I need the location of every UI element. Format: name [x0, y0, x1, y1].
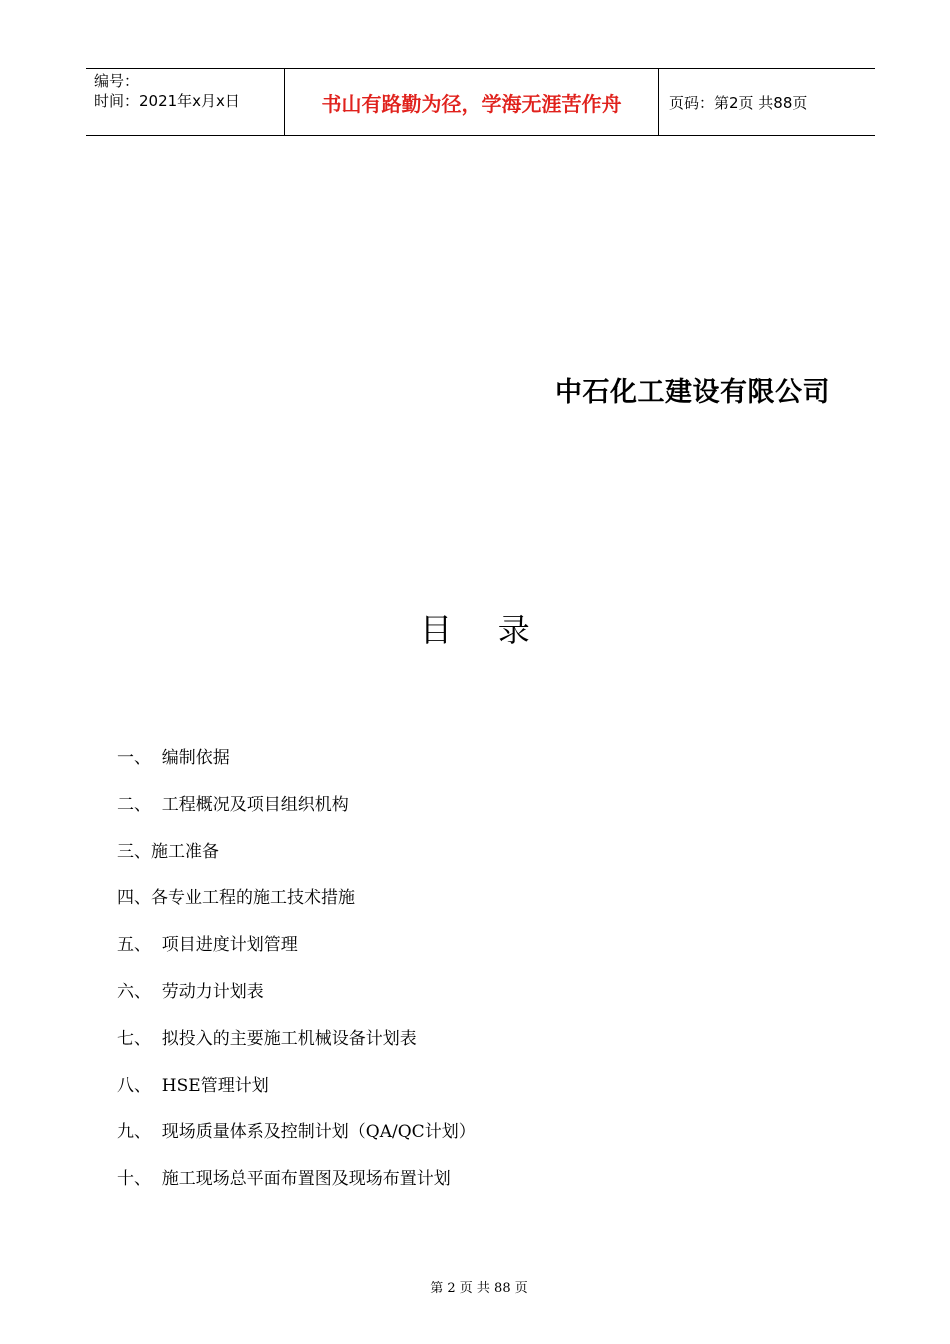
- toc-item[interactable]: 七、 拟投入的主要施工机械设备计划表: [117, 1028, 417, 1049]
- motto-text: 书山有路勤为径，学海无涯苦作舟: [321, 92, 622, 116]
- header-meta-cell: [86, 69, 285, 135]
- toc-item[interactable]: 六、 劳动力计划表: [117, 981, 264, 1002]
- page-info: 页码：第2页 共88页: [669, 94, 808, 112]
- page-footer: 第 2 页 共 88 页: [430, 1281, 528, 1296]
- toc-item[interactable]: 八、 HSE管理计划: [117, 1075, 269, 1096]
- toc-item[interactable]: 三、施工准备: [117, 841, 219, 862]
- toc-item[interactable]: 四、各专业工程的施工技术措施: [117, 888, 355, 909]
- toc-item[interactable]: 二、 工程概况及项目组织机构: [117, 794, 349, 815]
- company-name: 中石化工建设有限公司: [555, 377, 830, 408]
- toc-item[interactable]: 五、 项目进度计划管理: [117, 935, 298, 956]
- toc-item[interactable]: 十、 施工现场总平面布置图及现场布置计划: [117, 1169, 451, 1190]
- header-page-cell: [659, 69, 875, 135]
- toc-item[interactable]: 一、 编制依据: [117, 748, 230, 768]
- toc-list: [117, 742, 476, 1210]
- date-line: 时间：2021年x月x日: [94, 92, 240, 110]
- toc-title: 目 录: [420, 611, 531, 649]
- serial-number-label: 编号：: [94, 72, 140, 90]
- page-header: [86, 68, 875, 136]
- header-motto-cell: [285, 69, 659, 135]
- toc-item[interactable]: 九、 现场质量体系及控制计划（QA/QC计划）: [117, 1122, 476, 1143]
